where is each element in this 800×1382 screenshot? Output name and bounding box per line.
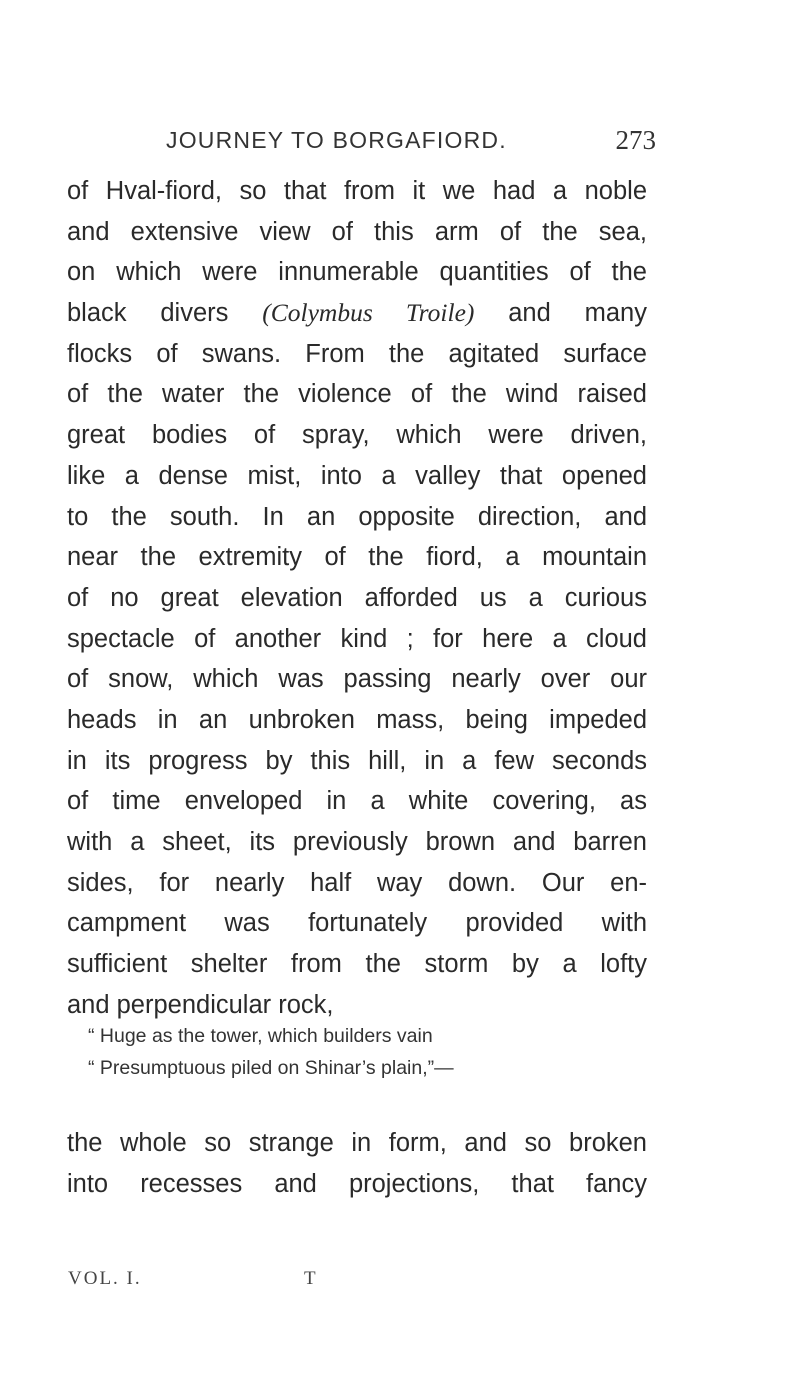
text-line: campment was fortunately provided with [67,909,647,938]
text-line: heads in an unbroken mass, being impeded [67,705,647,734]
text-line: sufficient shelter from the storm by a lofty [67,950,647,979]
text-line-with-italic: black divers (Colymbus Troile) and many [67,298,647,328]
verse-quotation [88,1020,648,1084]
text-line: near the extremity of the fiord, a mountain [67,543,647,572]
text-line: to the south. In an opposite direction, and [67,502,647,531]
text-line: of the water the violence of the wind raised [67,380,647,409]
page-header [166,127,656,167]
quote-line: “ Presumptuous piled on Shinar’s plain,”— [88,1057,454,1079]
text-line: of snow, which was passing nearly over our [67,665,647,694]
quote-line: “ Huge as the tower, which builders vain [88,1025,433,1047]
text-line: sides, for nearly half way down. Our en- [67,868,647,897]
text-line: like a dense mist, into a valley that opened [67,461,647,490]
running-title: JOURNEY TO BORGAFIORD. [166,127,507,153]
text-line: into recesses and projections, that fancy [67,1169,647,1198]
continued-paragraph [67,1123,647,1204]
text-line: in its progress by this hill, in a few seconds [67,746,647,775]
text-line: and extensive view of this arm of the sea, [67,217,647,246]
text-line: of Hval-fiord, so that from it we had a noble [67,177,647,205]
signature-mark: T [304,1268,316,1289]
volume-signature: VOL. I. [68,1268,142,1289]
text-line: spectacle of another kind ; for here a cloud [67,624,647,653]
text-line: and perpendicular rock, [67,990,334,1019]
page-number: 273 [615,125,656,155]
text-line: with a sheet, its previously brown and barren [67,828,647,856]
text-line: flocks of swans. From the agitated surface [67,339,647,368]
text-line: of time enveloped in a white covering, as [67,787,647,816]
page-footer [68,1268,368,1298]
text-line: of no great elevation afforded us a curious [67,583,647,612]
species-name: (Colymbus Troile) [262,298,475,328]
main-paragraph [67,171,647,1025]
text-line: the whole so strange in form, and so broken [67,1129,647,1157]
text-line: great bodies of spray, which were driven, [67,421,647,450]
text-line: on which were innumerable quantities of the [67,258,647,287]
